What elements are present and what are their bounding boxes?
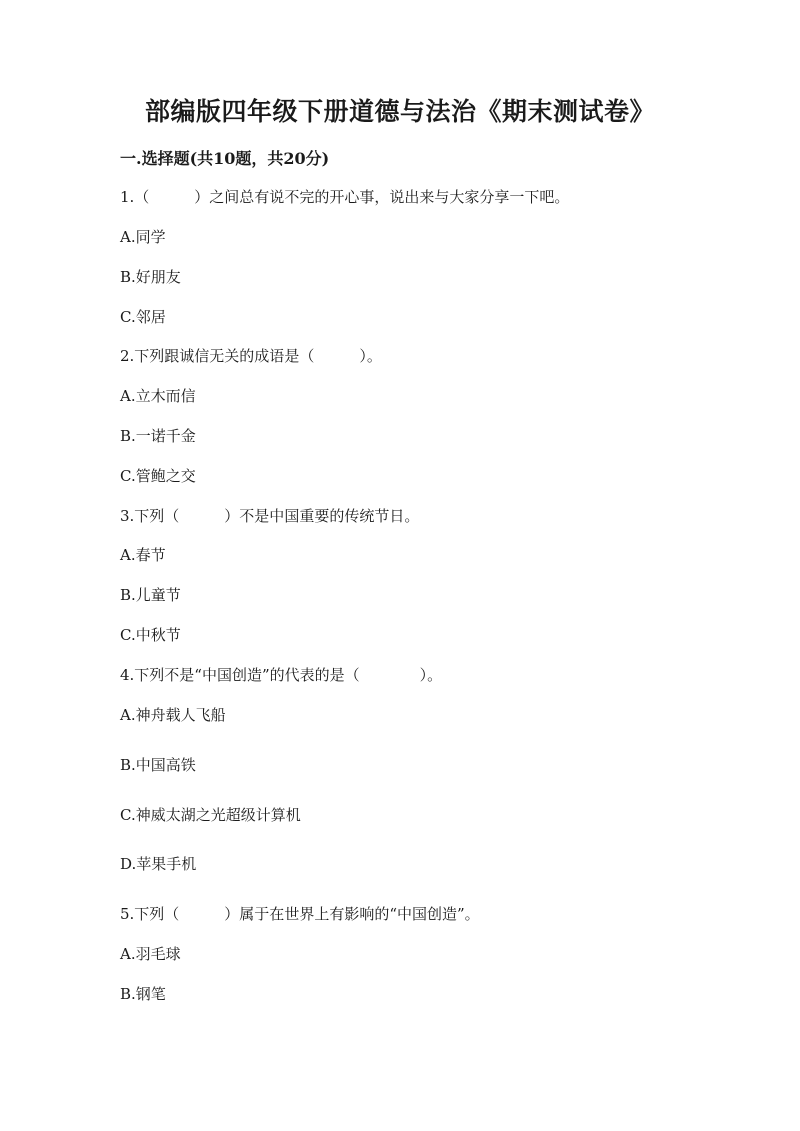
question-5-stem: 5.下列（ ）属于在世界上有影响的“中国创造”。 xyxy=(120,905,480,923)
exam-title: 部编版四年级下册道德与法治《期末测试卷》 xyxy=(144,97,655,126)
question-3-stem: 3.下列（ ）不是中国重要的传统节日。 xyxy=(120,507,420,525)
question-2-option-a: A.立木而信 xyxy=(120,387,196,405)
section-heading: 一.选择题(共10题，共20分) xyxy=(120,149,330,168)
question-4-option-a: A.神舟载人飞船 xyxy=(120,706,226,724)
question-4-option-b: B.中国高铁 xyxy=(120,756,196,774)
question-2-stem: 2.下列跟诚信无关的成语是（ ）。 xyxy=(120,347,382,365)
question-1-stem: 1.（ ）之间总有说不完的开心事，说出来与大家分享一下吧。 xyxy=(120,188,570,206)
question-4-option-d: D.苹果手机 xyxy=(120,855,197,873)
question-3-option-b: B.儿童节 xyxy=(120,586,181,604)
question-3-option-a: A.春节 xyxy=(120,546,166,564)
question-3-option-c: C.中秋节 xyxy=(120,626,181,644)
question-2-option-b: B.一诺千金 xyxy=(120,427,196,445)
question-4-stem: 4.下列不是“中国创造”的代表的是（ ）。 xyxy=(120,666,443,684)
question-1-option-c: C.邻居 xyxy=(120,308,166,326)
question-1-option-b: B.好朋友 xyxy=(120,268,181,286)
question-2-option-c: C.管鲍之交 xyxy=(120,467,196,485)
question-5-option-b: B.钢笔 xyxy=(120,985,166,1003)
question-4-option-c: C.神威太湖之光超级计算机 xyxy=(120,806,301,824)
question-1-option-a: A.同学 xyxy=(120,228,166,246)
question-5-option-a: A.羽毛球 xyxy=(120,945,181,963)
